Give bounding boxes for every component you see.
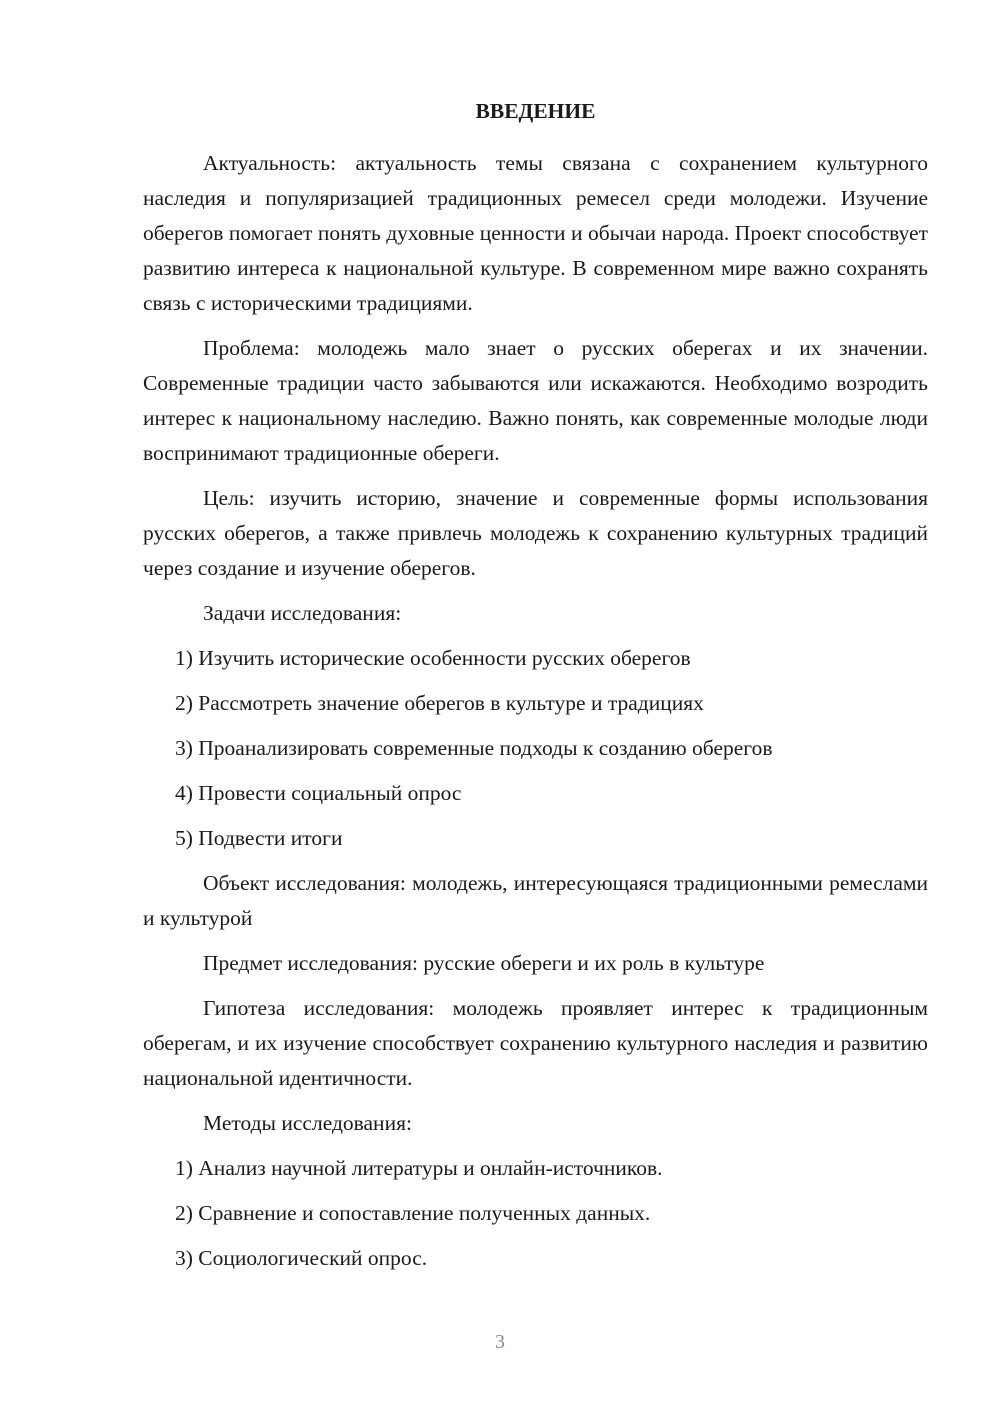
relevance-paragraph: Актуальность: актуальность темы связана с сохранением культурного наследия и популяризацией традиционных ремесел среди молодежи. Изучение оберегов помогает понять духовные ценности и обычаи народа. Проект способствует развитию интереса к национальной культуре. В современном мире важно сохранять связь с историческими традициями.: [143, 151, 928, 315]
document-page: [143, 96, 928, 1286]
subject-paragraph: Предмет исследования: русские обереги и их роль в культуре: [203, 951, 765, 975]
hypothesis-paragraph: Гипотеза исследования: молодежь проявляет интерес к традиционным оберегам, и их изучение способствует сохранению культурного наследия и развитию национальной идентичности.: [143, 996, 928, 1090]
page-number: 3: [495, 1331, 505, 1353]
list-item: 2) Сравнение и сопоставление полученных данных.: [175, 1201, 651, 1225]
list-item: 4) Провести социальный опрос: [175, 781, 462, 805]
object-paragraph: Объект исследования: молодежь, интересующаяся традиционными ремеслами и культурой: [143, 871, 928, 930]
tasks-heading: Задачи исследования:: [203, 601, 402, 625]
list-item: 3) Социологический опрос.: [175, 1246, 428, 1270]
goal-paragraph: Цель: изучить историю, значение и современные формы использования русских оберегов, а также привлечь молодежь к сохранению культурных традиций через создание и изучение оберегов.: [143, 486, 928, 580]
list-item: 3) Проанализировать современные подходы к созданию оберегов: [175, 736, 773, 760]
list-item: 5) Подвести итоги: [175, 826, 343, 850]
methods-list: [143, 1151, 928, 1276]
list-item: 2) Рассмотреть значение оберегов в культуре и традициях: [175, 691, 704, 715]
section-title: ВВЕДЕНИЕ: [475, 99, 596, 123]
list-item: 1) Изучить исторические особенности русских оберегов: [175, 646, 691, 670]
tasks-list: [143, 641, 928, 856]
list-item: 1) Анализ научной литературы и онлайн-источников.: [175, 1156, 663, 1180]
problem-paragraph: Проблема: молодежь мало знает о русских оберегах и их значении. Современные традиции часто забываются или искажаются. Необходимо возродить интерес к национальному наследию. Важно понять, как современные молодые люди воспринимают традиционные обереги.: [143, 336, 928, 465]
methods-heading: Методы исследования:: [203, 1111, 412, 1135]
